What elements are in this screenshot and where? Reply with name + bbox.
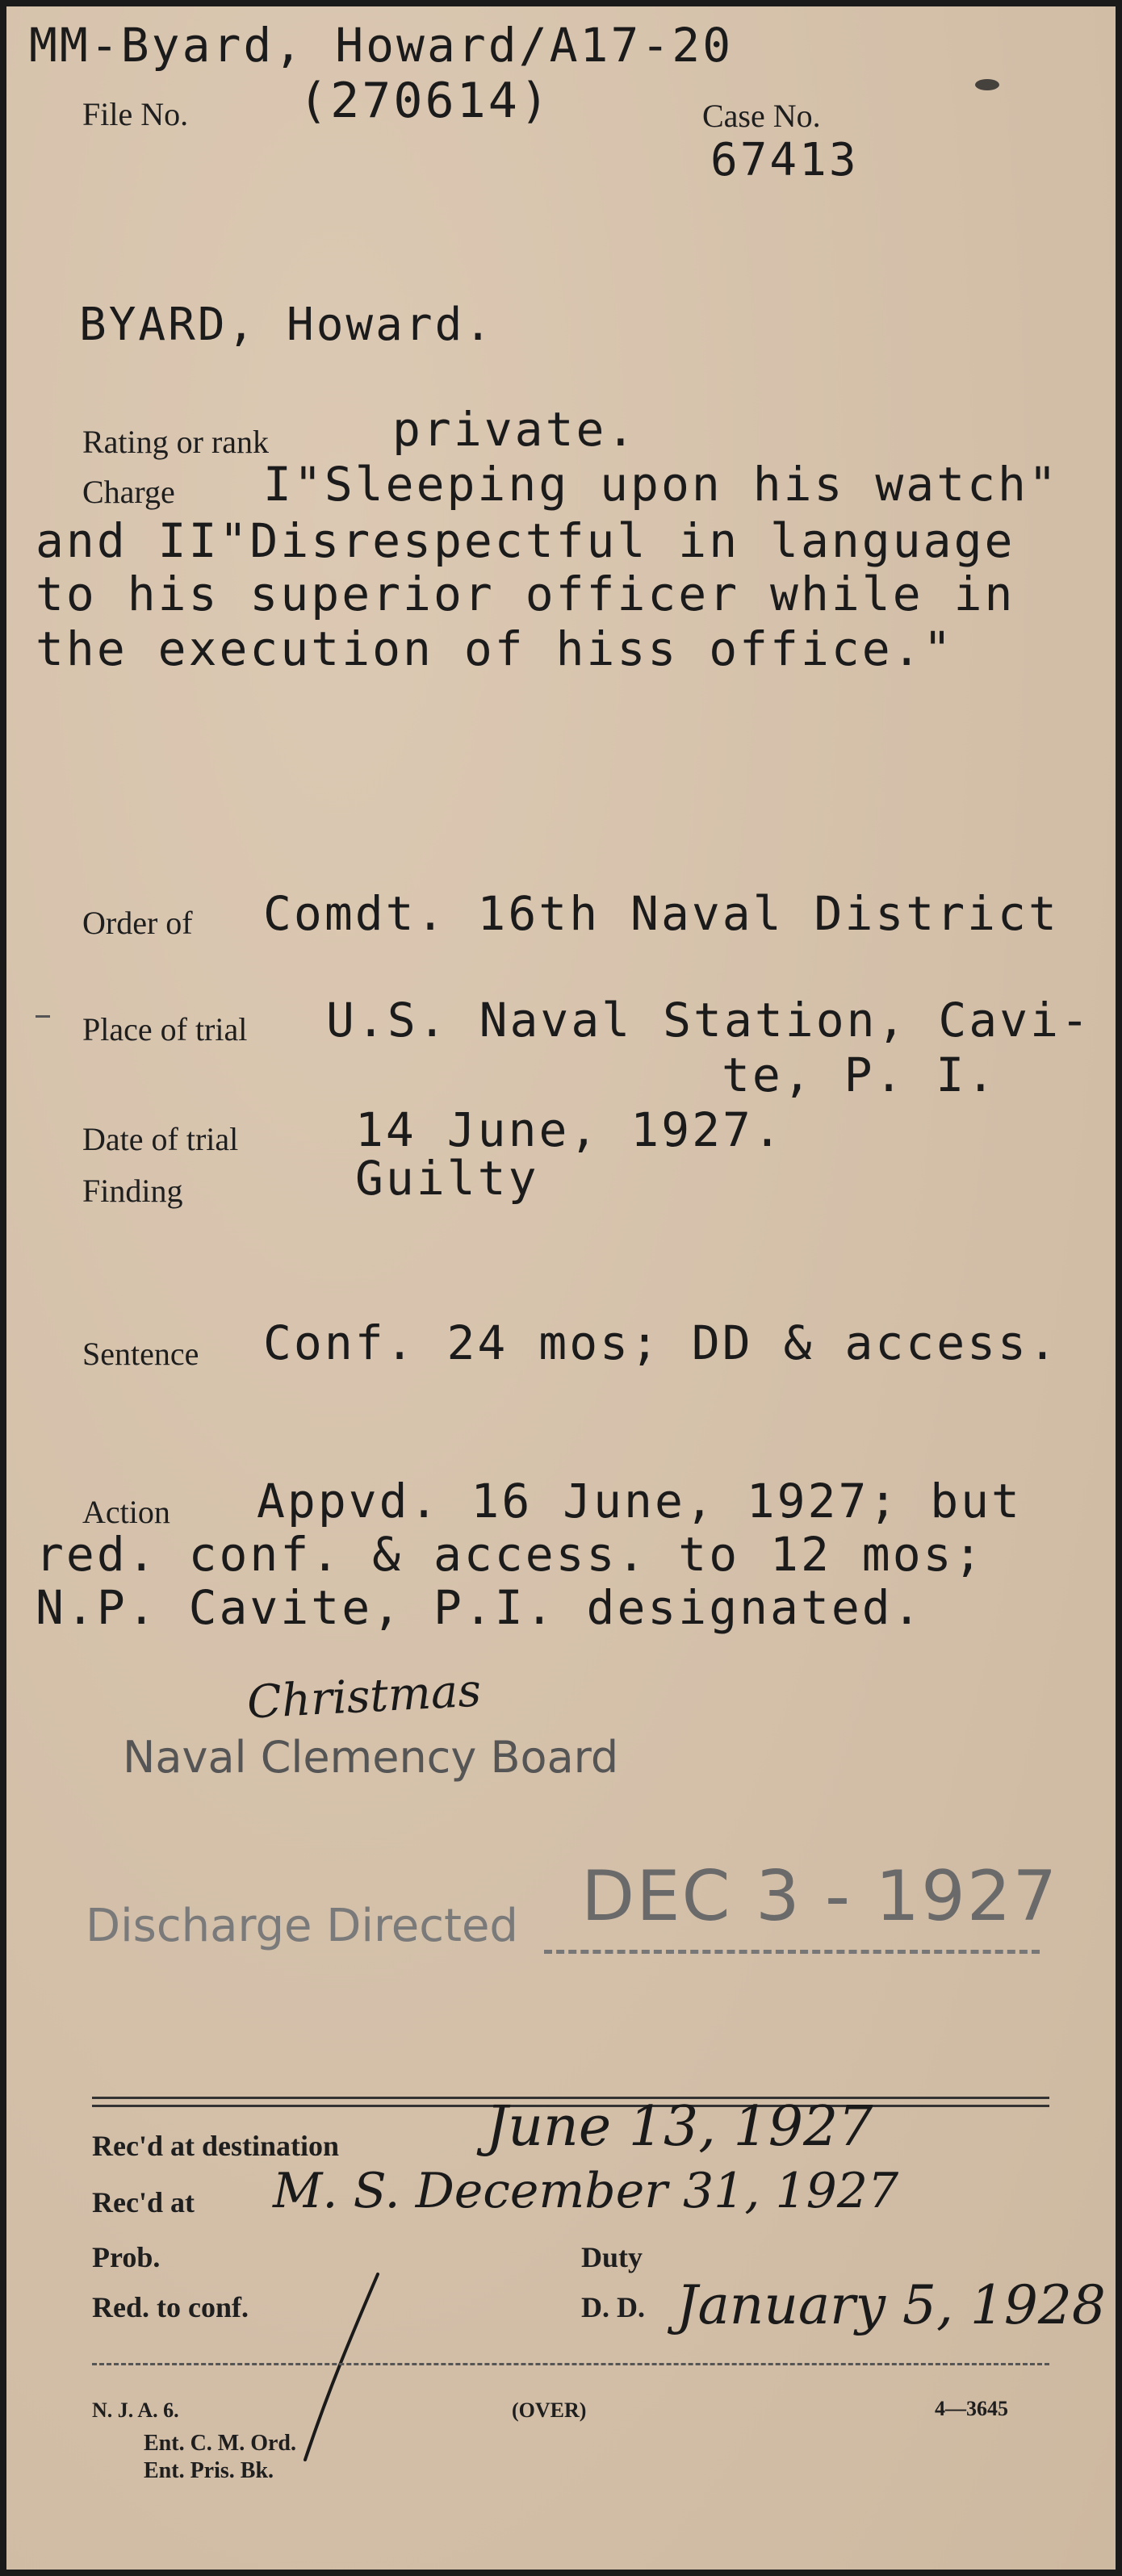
dd-label: D. D. (581, 2291, 645, 2323)
place-line-1: U.S. Naval Station, Cavi- (326, 993, 1091, 1048)
charge-line-1: I"Sleeping upon his watch" (263, 457, 1059, 512)
action-line-1: Appvd. 16 June, 1927; but (257, 1474, 1022, 1528)
action-line-3: N.P. Cavite, P.I. designated. (36, 1580, 923, 1635)
recd-at-value: M. S. December 31, 1927 (273, 2163, 899, 2219)
sentence-label: Sentence (82, 1336, 199, 1372)
discharge-stamp: Discharge Directed (86, 1900, 518, 1952)
finding-value: Guilty (355, 1151, 539, 1206)
date-of-trial-value: 14 June, 1927. (355, 1102, 784, 1157)
order-value: Comdt. 16th Naval District (263, 886, 1059, 941)
form-code: 4—3645 (935, 2397, 1008, 2420)
clemency-handwritten-note: Christmas (245, 1664, 483, 1729)
date-of-trial-label: Date of trial (82, 1121, 239, 1157)
action-line-2: red. conf. & access. to 12 mos; (36, 1527, 985, 1582)
file-no-value: (270614) (299, 73, 551, 129)
file-no-label: File No. (82, 96, 189, 132)
record-card (6, 6, 1116, 2570)
ink-blot (975, 79, 999, 90)
place-line-2: te, P. I. (722, 1048, 998, 1102)
case-no-value: 67413 (710, 134, 859, 186)
charge-line-3: to his superior officer while in (36, 567, 1015, 621)
discharge-date-line (544, 1950, 1040, 1954)
form-number: N. J. A. 6. (92, 2398, 179, 2422)
person-name: BYARD, Howard. (79, 299, 495, 351)
footer-divider (92, 2363, 1049, 2365)
place-label: Place of trial (82, 1011, 248, 1048)
prob-label: Prob. (92, 2241, 161, 2273)
file-reference: MM-Byard, Howard/A17-20 (29, 18, 734, 73)
recd-destination-label: Rec'd at destination (92, 2130, 339, 2162)
clemency-board-stamp: Naval Clemency Board (123, 1732, 619, 1783)
action-label: Action (82, 1494, 170, 1530)
finding-label: Finding (82, 1173, 183, 1209)
order-label: Order of (82, 905, 193, 941)
margin-tick (36, 1015, 50, 1018)
sentence-value: Conf. 24 mos; DD & access. (263, 1315, 1059, 1370)
charge-line-2: and II"Disrespectful in language (36, 513, 1015, 568)
dd-value: January 5, 1928 (676, 2274, 1106, 2336)
duty-label: Duty (581, 2241, 643, 2273)
red-to-conf-label: Red. to conf. (92, 2291, 249, 2323)
case-no-label: Case No. (702, 98, 821, 134)
discharge-date-stamp: DEC 3 - 1927 (581, 1856, 1059, 1937)
ent-cm-ord: Ent. C. M. Ord. (144, 2431, 296, 2456)
check-mark-icon (281, 2266, 410, 2468)
rating-label: Rating or rank (82, 424, 270, 460)
over-note: (OVER) (512, 2398, 587, 2422)
charge-line-4: the execution of hiss office." (36, 621, 954, 676)
rating-value: private. (392, 402, 638, 457)
recd-destination-value: June 13, 1927 (486, 2095, 873, 2159)
charge-label: Charge (82, 474, 175, 510)
ent-pris-bk: Ent. Pris. Bk. (144, 2458, 274, 2483)
recd-at-label: Rec'd at (92, 2186, 195, 2218)
